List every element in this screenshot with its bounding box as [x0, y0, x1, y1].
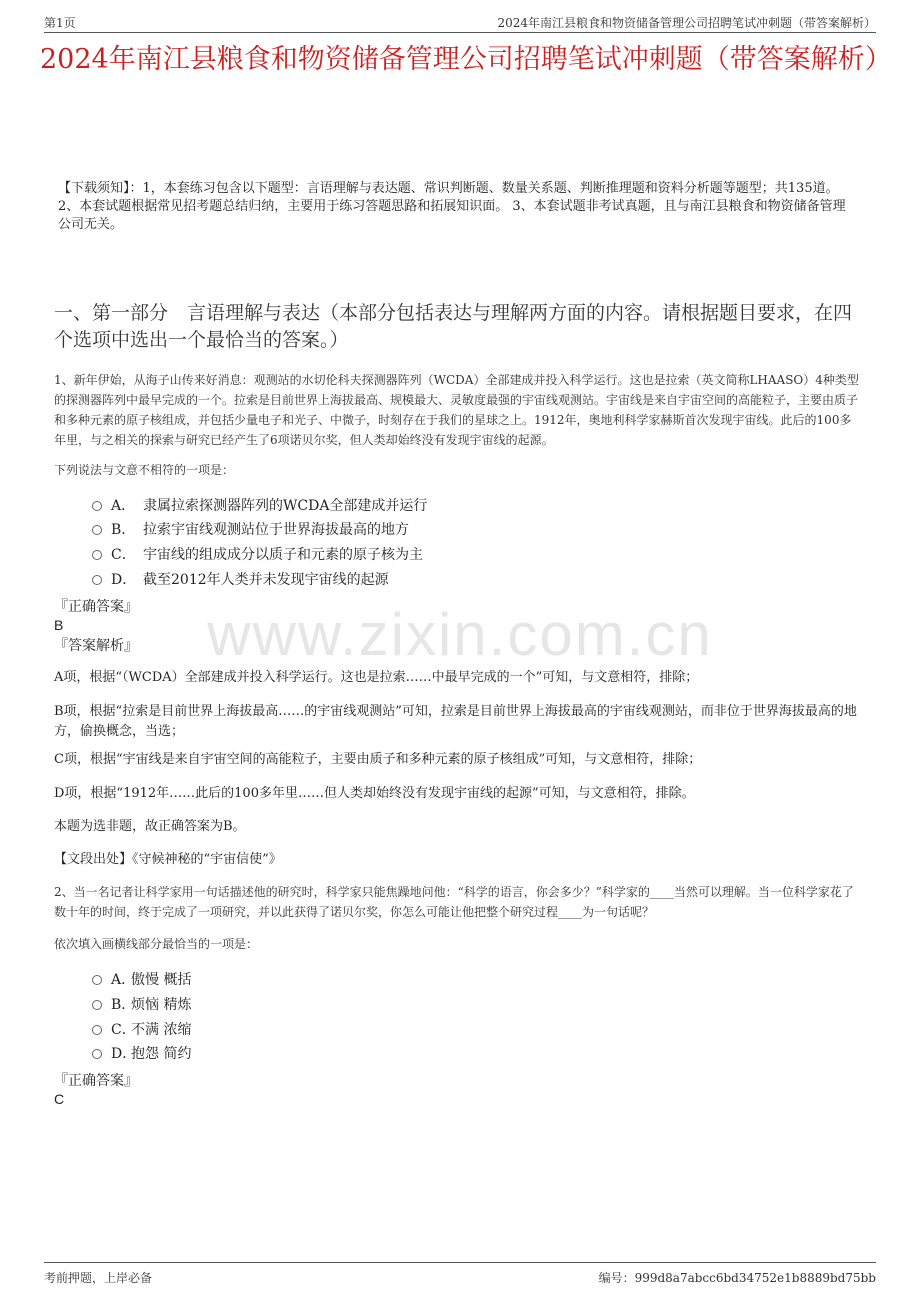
page-header	[44, 12, 876, 33]
footer-doc-id: 编号：999d8a7abcc6bd34752e1b8889bd75bb	[598, 1271, 876, 1285]
download-notice: 【下载须知】：1，本套练习包含以下题型：言语理解与表达题、常识判断题、数量关系题、判断推理题和资料分析题等题型；共135道。 2、本套试题根据常见招考题总结归纳，主要用于练习答题思路和拓展知识面。 3、本套试题非考试真题，且与南江县粮食和物资储备管理公司无关。	[58, 181, 846, 232]
option-text: 傲慢 概括	[131, 972, 192, 988]
q1-analysis-d: D项，根据“1912年……此后的100多年里……但人类却始终没有发现宇宙线的起源”可知，与文意相符，排除。	[54, 786, 695, 801]
option-text: 宇宙线的组成成分以质子和元素的原子核为主	[143, 547, 423, 563]
option-letter: B．	[111, 997, 136, 1013]
q1-analysis-conclusion: 本题为选非题，故正确答案为B。	[54, 819, 246, 834]
q1-source: 【文段出处】《守候神秘的“宇宙信使”》	[54, 852, 282, 867]
page-title: 2024年南江县粮食和物资储备管理公司招聘笔试冲刺题（带答案解析）	[40, 44, 892, 75]
radio-icon[interactable]	[92, 975, 102, 985]
section-heading: 一、第一部分 言语理解与表达（本部分包括表达与理解两方面的内容。请根据题目要求，在四个选项中选出一个最恰当的答案。）	[54, 302, 853, 351]
option-letter: D．	[111, 1046, 137, 1062]
q1-option-c[interactable]	[92, 545, 423, 565]
option-text: 隶属拉索探测器阵列的WCDA全部建成并运行	[143, 498, 428, 514]
q2-option-d[interactable]	[92, 1044, 191, 1064]
q1-passage: 1、新年伊始，从海子山传来好消息：观测站的水切伦科夫探测器阵列（WCDA）全部建成并投入科学运行。这也是拉索（英文简称LHAASO）4种类型的探测器阵列中最早完成的一个。拉索是目前世界上海拔最高、规模最大、灵敏度最强的宇宙线观测站。宇宙线是来自宇宙空间的高能粒子，主要由质子和多种元素的原子核组成，并包括少量电子和光子、中微子，时刻存在于我们的星球之上。1912年，奥地利科学家赫斯首次发现宇宙线。此后的100多年里，与之相关的探索与研究已经产生了6项诺贝尔奖，但人类却始终没有发现宇宙线的起源。	[54, 373, 859, 447]
radio-icon[interactable]	[92, 501, 102, 511]
q1-option-b[interactable]	[92, 520, 409, 540]
q2-option-c[interactable]	[92, 1020, 191, 1040]
q1-option-d[interactable]	[92, 570, 389, 590]
radio-icon[interactable]	[92, 550, 102, 560]
q2-answer-label: 『正确答案』	[54, 1073, 138, 1089]
q1-question: 下列说法与文意不相符的一项是：	[54, 463, 235, 477]
q2-option-a[interactable]	[92, 970, 191, 990]
page-footer	[44, 1262, 876, 1285]
radio-icon[interactable]	[92, 1000, 102, 1010]
option-text: 不满 浓缩	[131, 1022, 192, 1038]
footer-slogan: 考前押题，上岸必备	[44, 1271, 153, 1285]
q2-passage: 2、当一名记者让科学家用一句话描述他的研究时，科学家只能焦躁地问他：“科学的语言，你会多少？”科学家的____当然可以理解。当一位科学家花了数十年的时间，终于完成了一项研究，并以此获得了诺贝尔奖，你怎么可能让他把整个研究过程____为一句话呢？	[54, 885, 854, 919]
q1-answer: B	[54, 617, 64, 633]
option-letter: C．	[111, 1022, 136, 1038]
q1-analysis-label: 『答案解析』	[54, 638, 138, 654]
option-text: 截至2012年人类并未发现宇宙线的起源	[143, 572, 389, 588]
option-letter: C．	[111, 547, 136, 563]
page-number: 第1页	[44, 16, 76, 30]
option-letter: D．	[111, 572, 137, 588]
watermark: www.zixin.com.cn	[207, 601, 713, 668]
option-text: 拉索宇宙线观测站位于世界海拔最高的地方	[143, 522, 409, 538]
q2-answer: C	[54, 1091, 65, 1107]
radio-icon[interactable]	[92, 525, 102, 535]
option-letter: A．	[111, 972, 136, 988]
q1-analysis-a: A项，根据“（WCDA）全部建成并投入科学运行。这也是拉索……中最早完成的一个”可知，与文意相符，排除；	[54, 670, 699, 685]
header-doc-title: 2024年南江县粮食和物资储备管理公司招聘笔试冲刺题（带答案解析）	[497, 16, 876, 30]
option-text: 抱怨 简约	[131, 1046, 192, 1062]
q1-answer-label: 『正确答案』	[54, 599, 138, 615]
radio-icon[interactable]	[92, 1049, 102, 1059]
option-text: 烦恼 精炼	[131, 997, 192, 1013]
q2-option-b[interactable]	[92, 995, 191, 1015]
option-letter: A．	[111, 498, 136, 514]
q1-option-a[interactable]	[92, 496, 427, 516]
q2-question: 依次填入画横线部分最恰当的一项是：	[54, 937, 259, 951]
radio-icon[interactable]	[92, 1025, 102, 1035]
q1-analysis-c: C项，根据“宇宙线是来自宇宙空间的高能粒子，主要由质子和多种元素的原子核组成”可知，与文意相符，排除；	[54, 752, 702, 767]
radio-icon[interactable]	[92, 575, 102, 585]
option-letter: B．	[111, 522, 136, 538]
q1-analysis-b: B项，根据“拉索是目前世界上海拔最高……的宇宙线观测站”可知，拉索是目前世界上海拔最高的宇宙线观测站，而非位于世界海拔最高的地方，偷换概念，当选；	[54, 704, 857, 739]
